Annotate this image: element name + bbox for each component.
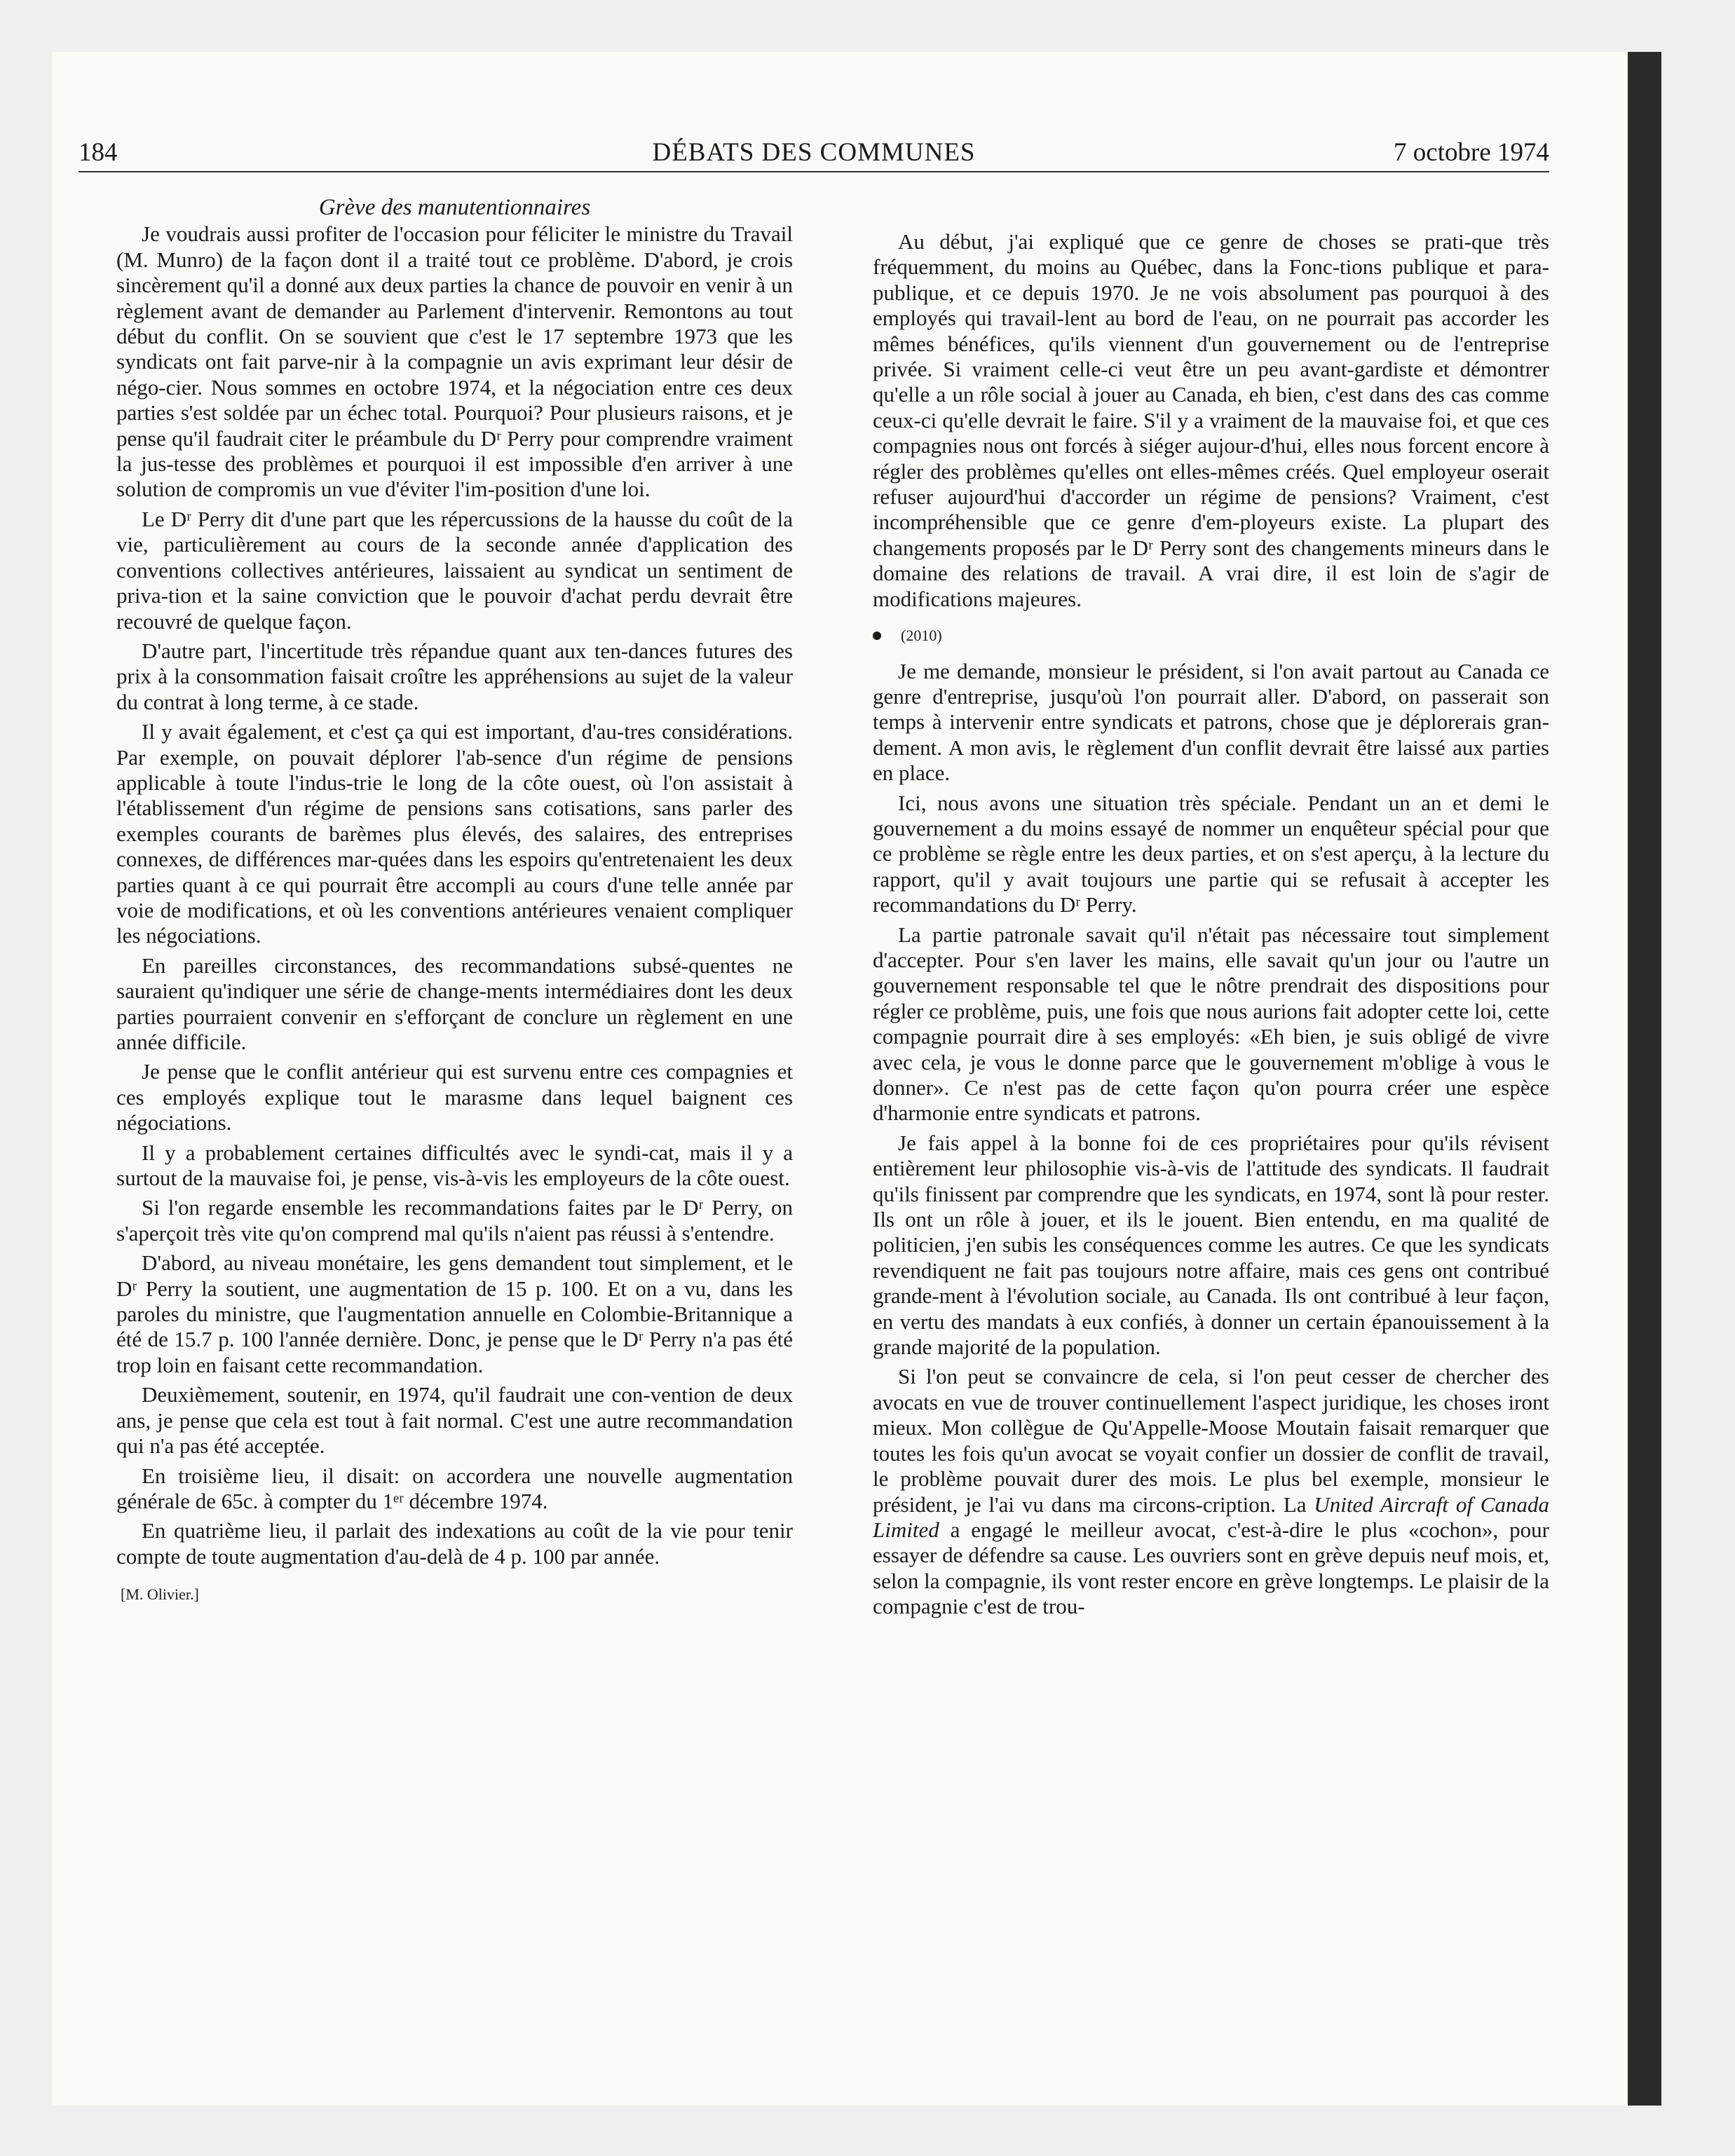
running-header [79,137,1549,175]
speaker-attribution: [M. Olivier.] [121,1585,199,1604]
header-rule [79,171,1549,172]
paragraph: Ici, nous avons une situation très spéciale. Pendant un an et demi le gouvernement a du moins essayé de nommer un enquêteur spécial pour que ce problème se règle entre les deux parties, et on s'est aperçu, à la lecture du rapport, qu'il y avait toujours une partie qui se refusait à accepter les recommandations du Dʳ Perry. [873,790,1549,917]
paragraph: Si l'on regarde ensemble les recommandations faites par le Dʳ Perry, on s'aperçoit très vite qu'on comprend mal qu'ils n'aient pas réussi à s'entendre. [116,1195,793,1246]
paragraph [873,1364,1549,1619]
paragraph-text: a engagé le meilleur avocat, c'est-à-dire le plus «cochon», pour essayer de défendre sa cause. Les ouvriers sont en grève depuis neuf mois, et, selon la compagnie, ils vont rester encore en grève longtemps. Le plaisir de la compagnie c'est de trou- [873,1517,1549,1619]
header-date: 7 octobre 1974 [1394,138,1549,167]
page-edge-shadow [1628,52,1661,2106]
paragraph: D'autre part, l'incertitude très répandue quant aux ten-dances futures des prix à la consommation faisait croître les appréhensions au sujet de la valeur du contrat à long terme, à ce stade. [116,638,793,714]
paragraph: Au début, j'ai expliqué que ce genre de choses se prati-que très fréquemment, du moins au Québec, dans la Fonc-tions publique et para-publique, et ce depuis 1970. Je ne vois absolument pas pourquoi à des employés qui travail-lent au bord de l'eau, on ne pourrait pas accorder les mêmes bénéfices, qu'ils viennent d'un gouvernement ou de l'entreprise privée. Si vraiment celle-ci veut être un peu avant-gardiste et démontrer qu'elle a un rôle social à jouer au Canada, eh bien, c'est dans des cas comme ceux-ci qu'elle devrait le faire. S'il y a vraiment de la mauvaise foi, et que ces compagnies nous ont forcés à siéger aujour-d'hui, elles nous forcent encore à régler des problèmes qu'elles ont elles-mêmes créés. Quel employeur oserait refuser aujourd'hui d'accorder un régime de pensions? Vraiment, c'est incompréhensible que ce genre d'em-ployeurs existe. La plupart des changements proposés par le Dʳ Perry sont des changements mineurs dans le domaine des relations de travail. A vrai dire, il est loin de s'agir de modifications majeures. [873,229,1549,611]
bullet-icon [873,632,881,640]
paragraph-text: Si l'on peut se convaincre de cela, si l'on peut cesser de chercher des avocats en vue de trouver continuellement l'aspect juridique, les choses iront mieux. Mon collègue de Qu'Appelle-Moose Moutain faisait remarquer que toutes les fois qu'un avocat se voyait confier un dossier de conflit de travail, le problème pouvait durer des mois. Le plus bel exemple, monsieur le président, je l'ai vu dans ma circons-cription. La [873,1364,1549,1517]
paragraph: Je me demande, monsieur le président, si l'on avait partout au Canada ce genre d'entreprise, jusqu'où l'on pourrait aller. D'abord, on passerait son temps à intervenir entre syndicats et patrons, chose que je déplorerais gran-dement. A mon avis, le règlement d'un conflit devrait être laissé aux parties en place. [873,658,1549,786]
paragraph: Deuxièmement, soutenir, en 1974, qu'il faudrait une con-vention de deux ans, je pense que cela est tout à fait normal. C'est une autre recommandation qui n'a pas été acceptée. [116,1382,793,1459]
paragraph: En quatrième lieu, il parlait des indexations au coût de la vie pour tenir compte de toute augmentation d'au-delà de 4 p. 100 par année. [116,1518,793,1569]
paragraph: Il y a probablement certaines difficultés avec le syndi-cat, mais il y a surtout de la mauvaise foi, je pense, vis-à-vis les employeurs de la côte ouest. [116,1140,793,1191]
paragraph: La partie patronale savait qu'il n'était pas nécessaire tout simplement d'accepter. Pour s'en laver les mains, elle savait qu'un jour ou l'autre un gouvernement responsable tel que le nôtre prendrait des dispositions pour régler ce problème, puis, une fois que nous aurions fait adopter cette loi, cette compagnie pourrait dire à ses employés: «Eh bien, je suis obligé de vivre avec cela, je vous le donne parce que le gouvernement m'oblige à vous le donner». Ce n'est pas de cette façon qu'on pourra créer une espèce d'harmonie entre syndicats et patrons. [873,922,1549,1126]
right-column [873,229,1549,1624]
time-marker [873,623,1549,648]
time-marker-label: (2010) [901,627,942,645]
paragraph: Je voudrais aussi profiter de l'occasion pour féliciter le ministre du Travail (M. Munro) de la façon dont il a traité tout ce problème. D'abord, je crois sincèrement qu'il a donné aux deux parties la chance de pouvoir en venir à un règlement avant de demander au Parlement d'intervenir. Remontons au tout début du conflit. On se souvient que c'est le 17 septembre 1973 que les syndicats ont fait parve-nir à la compagnie un avis exprimant leur désir de négo-cier. Nous sommes en octobre 1974, et la négociation entre ces deux parties s'est soldée par un échec total. Pourquoi? Pour plusieurs raisons, et je pense qu'il faudrait citer le préambule du Dʳ Perry pour comprendre vraiment la jus-tesse des problèmes et pourquoi il est impossible d'en arriver à une solution de compromis un vue d'éviter l'im-position d'une loi. [116,221,793,502]
paragraph: D'abord, au niveau monétaire, les gens demandent tout simplement, et le Dʳ Perry la soutient, une augmentation de 15 p. 100. Et on a vu, dans les paroles du ministre, que l'augmentation annuelle en Colombie-Britannique a été de 15.7 p. 100 l'année dernière. Donc, je pense que le Dʳ Perry n'a pas été trop loin en faisant cette recommandation. [116,1250,793,1377]
paragraph: Il y avait également, et c'est ça qui est important, d'au-tres considérations. Par exemple, on pouvait déplorer l'ab-sence d'un régime de pensions applicable à toute l'indus-trie le long de la côte ouest, où l'on assistait à l'établissement d'un régime de pensions sans cotisations, sans parler des exemples courants de barèmes plus élevés, des salaires, des entreprises connexes, de différences mar-quées dans les espoirs qu'entretenaient les deux parties quant à ce qui pourrait être accompli au cours d'une telle année par voie de modifications, et où les conventions antérieures venaient compliquer les négociations. [116,719,793,948]
section-heading: Grève des manutentionnaires [318,195,591,220]
left-column [116,189,793,1608]
page-number: 184 [79,138,118,167]
paragraph: Je pense que le conflit antérieur qui est survenu entre ces compagnies et ces employés explique tout le marasme dans lequel baignent ces négociations. [116,1059,793,1135]
paragraph: Le Dʳ Perry dit d'une part que les répercussions de la hausse du coût de la vie, particulièrement au cours de la seconde année d'application des conventions collectives antérieures, laissaient au syndicat un sentiment de priva-tion et la saine conviction que le pouvoir d'achat perdu devrait être recouvré de quelque façon. [116,506,793,634]
paragraph: Je fais appel à la bonne foi de ces propriétaires pour qu'ils révisent entièrement leur philosophie vis-à-vis de l'attitude des syndicats. Il faudrait qu'ils finissent par comprendre que les syndicats, en 1974, sont là pour rester. Ils ont un rôle à jouer, et ils le jouent. Bien entendu, en ma qualité de politicien, j'en subis les conséquences comme les autres. Ce que les syndicats revendiquent ne fait pas toujours notre affaire, mais ces gens ont contribué grande-ment à l'évolution sociale, au Canada. Ils ont contribué à leur façon, en vertu des mandats à eux confiés, à donner un certain épanouissement à la grande majorité de la population. [873,1130,1549,1360]
paragraph: En troisième lieu, il disait: on accordera une nouvelle augmentation générale de 65c. à compter du 1ᵉʳ décembre 1974. [116,1463,793,1513]
company-name: United Aircraft of Canada Limited [873,1492,1549,1542]
running-title: DÉBATS DES COMMUNES [652,138,976,167]
paragraph: En pareilles circonstances, des recommandations subsé-quentes ne sauraient qu'indiquer une série de change-ments intermédiaires dont les deux parties pourraient convenir en s'efforçant de conclure un règlement en une année difficile. [116,953,793,1054]
